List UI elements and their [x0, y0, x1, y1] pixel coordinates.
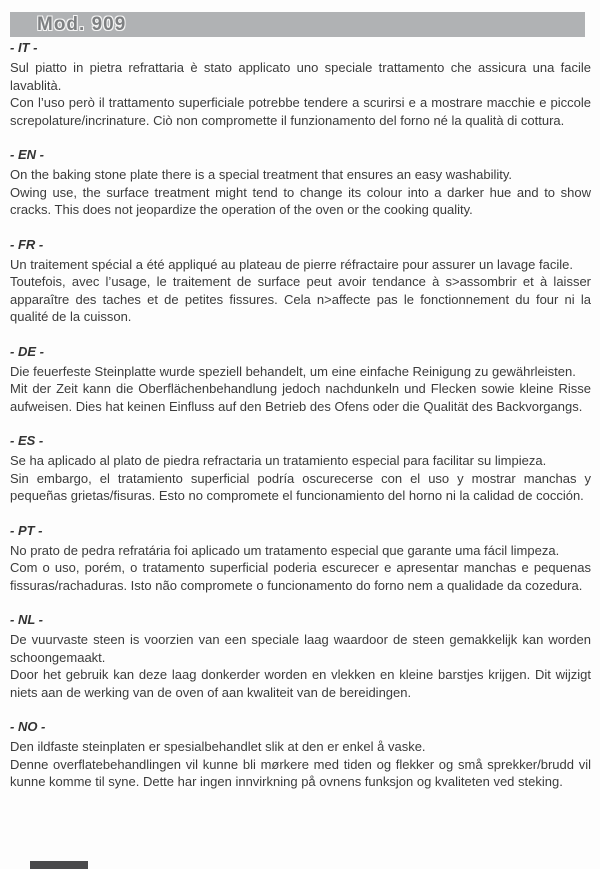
cutoff-next-header-bar: [30, 861, 88, 869]
section-de: [10, 344, 591, 416]
paragraph-no-1: Den ildfaste steinplaten er spesialbehandlet slik at den er enkel å vaske.: [10, 739, 426, 754]
paragraph-en-2: Owing use, the surface treatment might tend to change its colour into a darker hue and to show cracks. This does not jeopardize the operation of the oven or the cooking quality.: [10, 184, 591, 217]
paragraph-it-1: Sul piatto in pietra refrattaria è stato applicato uno speciale trattamento che assicura una facile lavablità.: [10, 60, 591, 93]
language-label-de: - DE -: [10, 343, 44, 359]
section-it: [10, 40, 591, 129]
section-fr: [10, 237, 591, 326]
section-pt: [10, 523, 591, 595]
paragraph-de-2: Mit der Zeit kann die Oberflächenbehandlung jedoch nachdunkeln und Flecken sowie kleine Risse aufweisen. Dies hat keinen Einfluss auf den Betrieb des Ofens oder die Qualität des Backvorgangs.: [10, 381, 591, 414]
paragraph-pt-2: Com o uso, porém, o tratamento superficial poderia escurecer e apresentar manchas e pequenas fissuras/rachaduras. Isto não compromete o funcionamento do forno nem a qualidade da cozedura.: [10, 560, 591, 593]
paragraph-de-1: Die feuerfeste Steinplatte wurde speziell behandelt, um eine einfache Reinigung zu gewährleisten.: [10, 363, 576, 379]
paragraph-es-2: Sin embargo, el tratamiento superficial podría oscurecerse con el uso y mostrar manchas y pequeñas grietas/fisuras. Esto no compromete el funcionamiento del horno ni la calidad de cocción.: [10, 470, 591, 503]
paragraph-nl-1: De vuurvaste steen is voorzien van een speciale laag waardoor de steen gemakkelijk kan worden schoongemaakt.: [10, 632, 591, 665]
model-header-bar: [10, 12, 585, 37]
language-label-pt: - PT -: [10, 522, 43, 538]
paragraph-pt-1: No prato de pedra refratária foi aplicado um tratamento especial que garante uma fácil limpeza.: [10, 542, 560, 558]
language-label-en: - EN -: [10, 147, 44, 162]
language-label-es: - ES -: [10, 433, 44, 448]
content-area: [10, 40, 591, 791]
language-label-nl: - NL -: [10, 612, 43, 627]
language-label-no: - NO -: [10, 719, 46, 734]
paragraph-no-2: Denne overflatebehandlingen vil kunne bli mørkere med tiden og flekker og små sprekker/brudd vil kunne komme til syne. Dette har ingen innvirkning på ovnens funksjon og kvaliteten ved steking.: [10, 756, 591, 789]
section-en: [10, 147, 591, 219]
paragraph-en-1: On the baking stone plate there is a special treatment that ensures an easy washability.: [10, 167, 512, 182]
model-title: Mod. 909: [37, 14, 127, 35]
paragraph-es-1: Se ha aplicado al plato de piedra refractaria un tratamiento especial para facilitar su limpieza.: [10, 453, 547, 468]
section-no: [10, 719, 591, 791]
paragraph-nl-2: Door het gebruik kan deze laag donkerder worden en vlekken en kleine barstjes krijgen. Dit wijzigt niets aan de werking van de oven of aan kwaliteit van de bereidingen.: [10, 667, 591, 700]
paragraph-fr-2: Toutefois, avec l’usage, le traitement de surface peut avoir tendance à s>assombrir et à laisser apparaître des taches et de petites fissures. Cela n>affecte pas le fonctionnement du four ni la qualité de la cuisson.: [10, 274, 591, 324]
paragraph-it-2: Con l’uso però il trattamento superficiale potrebbe tendere a scurirsi e a mostrare macchie e piccole screpolature/incrinature. Ciò non compromette il funzionamento del forno né la qualità di cottura.: [10, 95, 591, 128]
language-label-fr: - FR -: [10, 236, 44, 252]
language-label-it: - IT -: [10, 40, 38, 55]
section-es: [10, 433, 591, 505]
paragraph-fr-1: Un traitement spécial a été appliqué au plateau de pierre réfractaire pour assurer un lavage facile.: [10, 256, 573, 272]
section-nl: [10, 612, 591, 701]
